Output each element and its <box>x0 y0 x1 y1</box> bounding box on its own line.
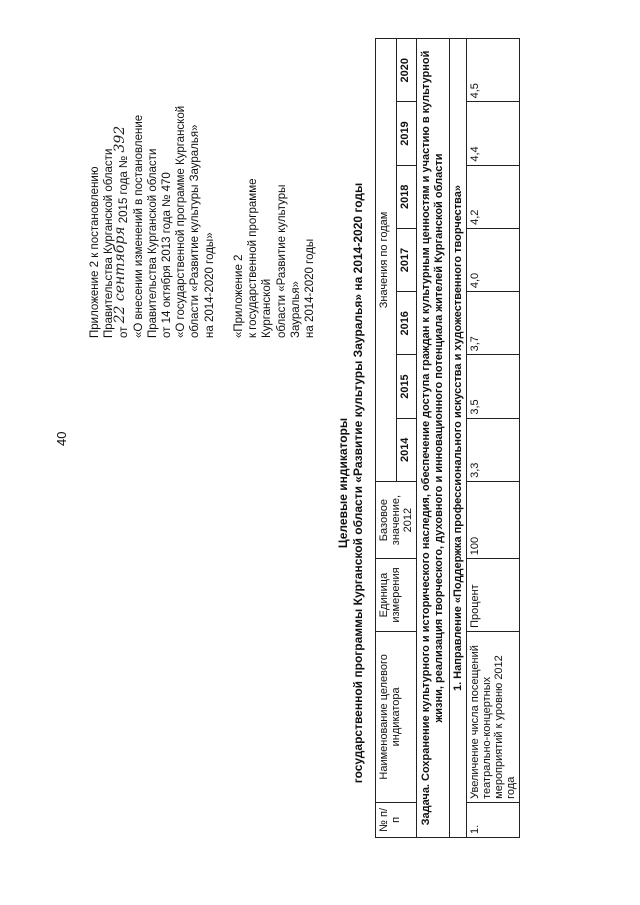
year-header: 2018 <box>396 165 417 228</box>
page-number: 40 <box>54 431 69 446</box>
indicators-table <box>375 38 520 838</box>
appendix-line: «Приложение 2 <box>233 254 245 338</box>
row-value: 4,2 <box>467 165 520 228</box>
header-line: от 14 октября 2013 года № 470 <box>161 172 174 338</box>
handwritten-number: 392 <box>112 125 129 153</box>
header-line: Приложение 2 к постановлению <box>89 166 101 338</box>
year-header: 2015 <box>396 355 417 418</box>
year-header: 2016 <box>396 292 417 355</box>
header-mid: 2015 года № <box>118 155 131 224</box>
row-unit: Процент <box>467 559 520 632</box>
appendix-line: на 2014-2020 годы <box>304 238 317 338</box>
year-header: 2019 <box>396 102 417 165</box>
task-row <box>417 39 450 838</box>
direction-row <box>450 39 467 838</box>
row-value: 4,0 <box>467 228 520 291</box>
row-value: 3,5 <box>467 355 520 418</box>
row-name: Увеличение числа посещений театрально-концертных мероприятий к уровню 2012 года <box>467 631 520 802</box>
title-line-1: Целевые индикаторы <box>336 417 350 549</box>
header-row-1 <box>376 39 397 838</box>
row-value: 4,5 <box>467 39 520 102</box>
row-base: 100 <box>467 481 520 558</box>
appendix-header <box>232 138 317 338</box>
appendix-line: области «Развитие культуры Зауралья» <box>275 184 302 338</box>
header-line: Правительства Курганской области <box>146 148 159 338</box>
col-header-name: Наименование целевого индикатора <box>376 631 417 802</box>
appendix-line: к государственной программе Курганской <box>247 178 274 338</box>
row-value: 4,4 <box>467 102 520 165</box>
header-line: области «Развитие культуры Зауралья» <box>189 124 202 338</box>
header-line-date <box>112 38 131 338</box>
row-value: 3,3 <box>467 418 520 481</box>
row-value: 3,7 <box>467 292 520 355</box>
handwritten-date: 22 сентября <box>112 226 129 324</box>
header-line: Правительства Курганской области <box>103 148 116 338</box>
year-header: 2020 <box>396 39 417 102</box>
row-num: 1. <box>467 802 520 837</box>
direction-text: 1. Направление «Поддержка профессионального искусства и художественного творчества» <box>450 39 467 838</box>
header-line: «О внесении изменений в постановление <box>132 114 145 338</box>
header-line: «О государственной программе Курганской <box>175 105 188 338</box>
col-header-by-years: Значения по годам <box>376 39 397 482</box>
document-title <box>336 133 366 833</box>
col-header-unit: Единица измерения <box>376 559 417 632</box>
col-header-num: № п/п <box>376 802 417 837</box>
col-header-base: Базовое значение, 2012 <box>376 481 417 558</box>
indicators-table-wrap <box>375 38 520 838</box>
header-line: на 2014-2020 годы» <box>203 232 216 338</box>
title-line-2: государственной программы Курганской области «Развитие культуры Зауралья» на 2014-2020 годы <box>351 182 365 784</box>
resolution-header <box>88 38 217 338</box>
table-row <box>467 39 520 838</box>
year-header: 2014 <box>396 418 417 481</box>
header-prefix: от <box>118 326 131 338</box>
task-text: Задача. Сохранение культурного и исторического наследия, обеспечение доступа граждан к культурным ценностям и участию в культурной жизни, реализация творческого, духовного и инновационного потенциала жителей Курганской области <box>417 39 450 838</box>
year-header: 2017 <box>396 228 417 291</box>
